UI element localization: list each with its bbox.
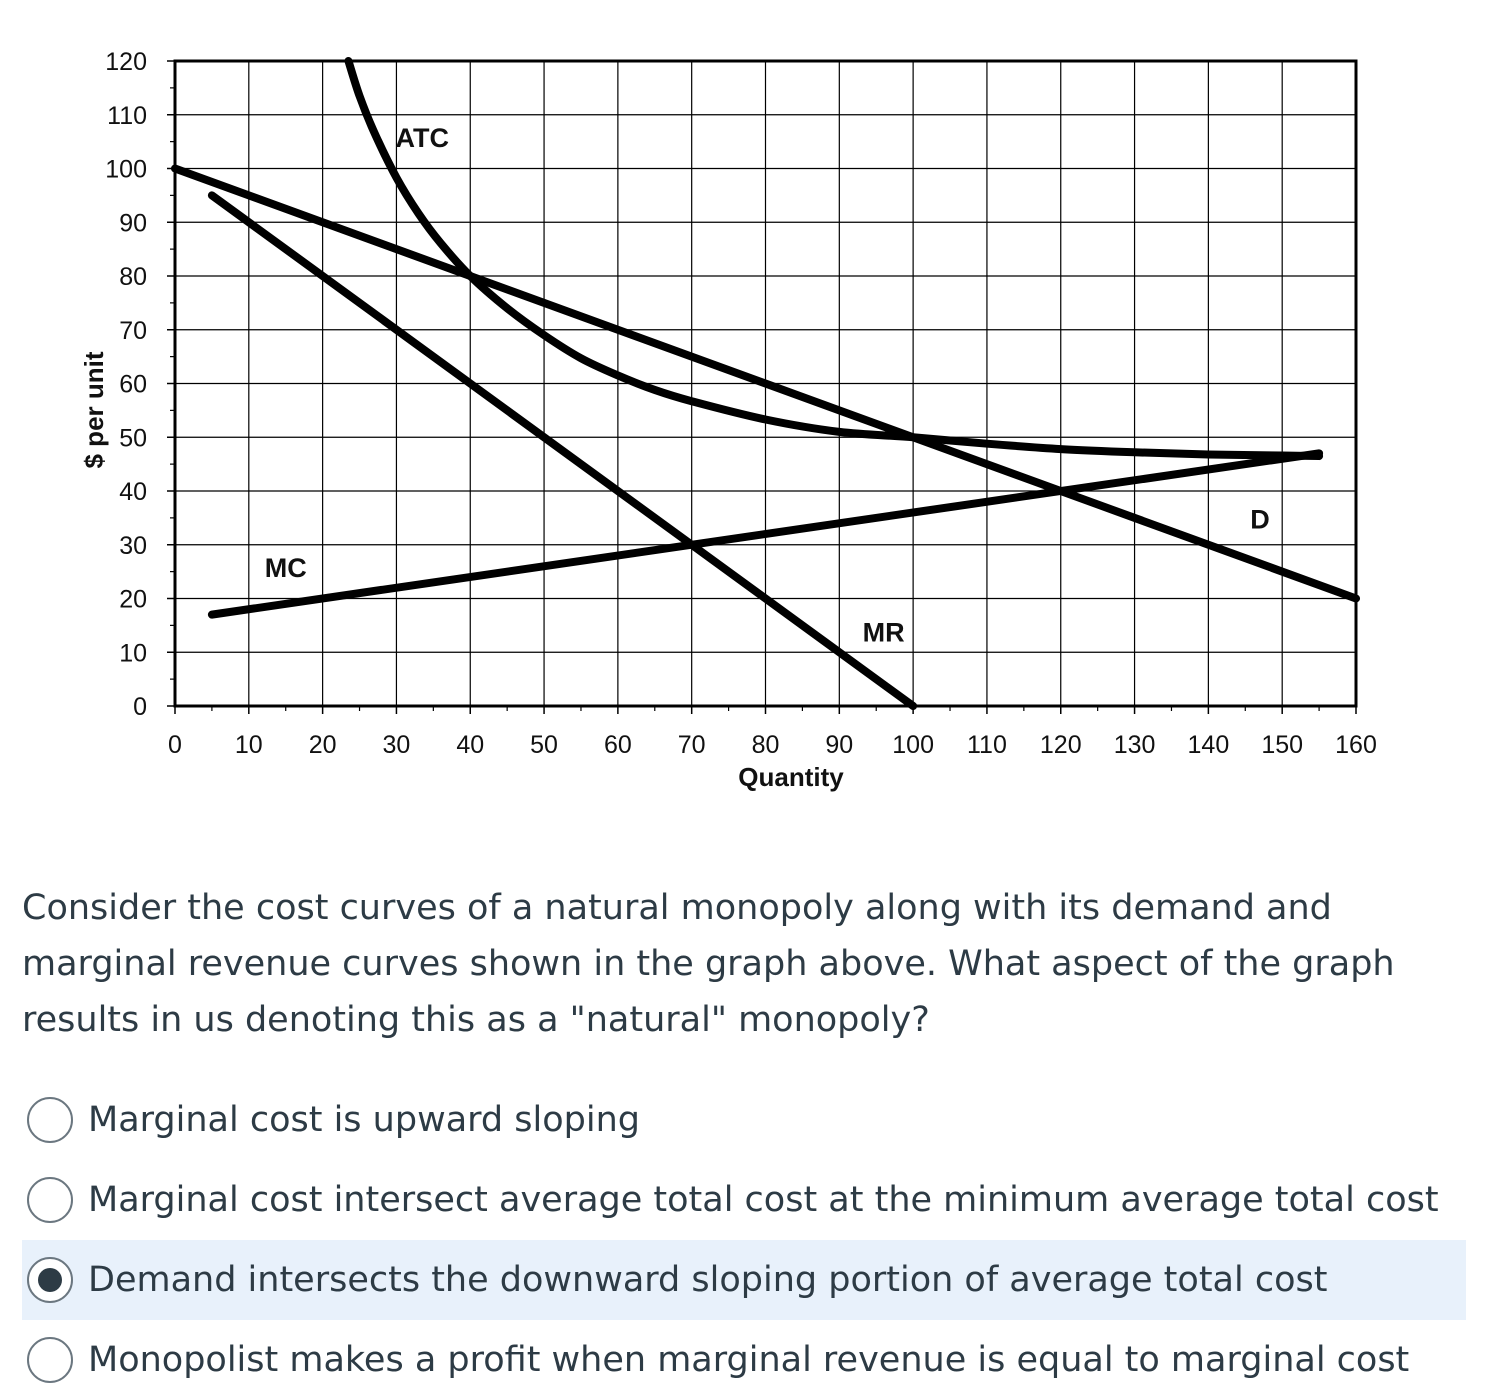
x-tick-label: 90 xyxy=(825,731,854,759)
x-tick-label: 0 xyxy=(168,731,182,759)
curve-mr xyxy=(212,195,913,706)
y-tick-label: 70 xyxy=(119,316,147,345)
question-text: Consider the cost curves of a natural monopoly along with its demand and marginal revenue curves shown in the graph above. What aspect of the graph results in us denoting this as a "natural" monopoly? xyxy=(22,888,1395,1040)
y-tick-label: 110 xyxy=(107,101,147,130)
radio-button[interactable] xyxy=(27,1177,73,1223)
x-tick-label: 80 xyxy=(751,731,780,759)
x-tick-label: 150 xyxy=(1261,731,1304,759)
radio-button[interactable] xyxy=(27,1257,73,1303)
curve-label-mc: MC xyxy=(264,553,307,583)
x-tick-label: 30 xyxy=(382,731,411,759)
answer-option[interactable] xyxy=(22,1240,1466,1320)
curve-label-mr: MR xyxy=(862,617,905,648)
x-tick-label: 120 xyxy=(1039,731,1082,759)
x-tick-label: 10 xyxy=(234,731,263,759)
y-tick-label: 90 xyxy=(119,209,147,238)
y-axis-title: $ per unit xyxy=(79,351,109,469)
curve-label-atc: ATC xyxy=(395,123,450,153)
y-tick-label: 100 xyxy=(105,155,147,184)
y-tick-label: 120 xyxy=(105,48,147,76)
option-label: Marginal cost intersect average total cost at the minimum average total cost xyxy=(88,1180,1439,1220)
x-tick-label: 60 xyxy=(603,731,632,759)
x-tick-label: 160 xyxy=(1335,731,1377,759)
y-tick-label: 0 xyxy=(133,693,147,721)
y-tick-label: 40 xyxy=(119,478,147,506)
option-label: Marginal cost is upward sloping xyxy=(88,1100,640,1140)
x-axis-title: Quantity xyxy=(738,762,844,792)
answer-option[interactable] xyxy=(22,1080,1466,1160)
x-tick-label: 40 xyxy=(456,731,485,759)
x-tick-label: 100 xyxy=(892,731,934,759)
x-tick-label: 20 xyxy=(308,731,337,759)
x-tick-label: 110 xyxy=(967,731,1007,759)
x-tick-label: 50 xyxy=(530,731,558,759)
y-tick-label: 20 xyxy=(119,585,147,614)
option-label: Demand intersects the downward sloping portion of average total cost xyxy=(88,1260,1328,1300)
y-tick-label: 50 xyxy=(119,424,147,453)
x-tick-label: 130 xyxy=(1113,731,1156,759)
y-tick-label: 80 xyxy=(119,263,147,291)
radio-button[interactable] xyxy=(27,1337,73,1383)
y-tick-label: 60 xyxy=(119,370,147,399)
x-tick-label: 140 xyxy=(1187,731,1230,759)
answer-options xyxy=(22,1080,1466,1400)
answer-option[interactable] xyxy=(22,1160,1466,1240)
x-tick-label: 70 xyxy=(677,731,706,759)
radio-button[interactable] xyxy=(27,1097,73,1143)
answer-option[interactable] xyxy=(22,1320,1466,1400)
curve-label-d: D xyxy=(1250,504,1270,535)
y-tick-label: 10 xyxy=(119,639,147,668)
y-tick-label: 30 xyxy=(119,531,147,560)
option-label: Monopolist makes a profit when marginal revenue is equal to marginal cost xyxy=(88,1340,1410,1380)
